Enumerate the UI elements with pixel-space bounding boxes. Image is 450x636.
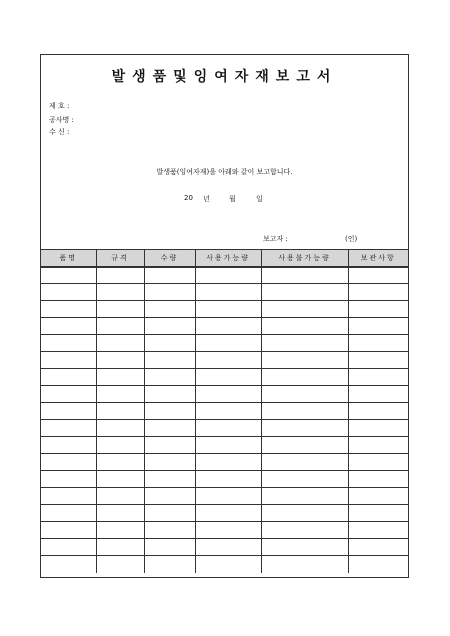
table-cell	[348, 318, 408, 335]
items-table	[41, 249, 408, 573]
table-cell	[96, 437, 144, 454]
table-cell	[261, 335, 348, 352]
table-cell	[261, 454, 348, 471]
table-cell	[96, 335, 144, 352]
table-cell	[96, 556, 144, 573]
table-cell	[41, 352, 96, 369]
table-cell	[195, 301, 261, 318]
table-cell	[348, 556, 408, 573]
table-cell	[41, 284, 96, 301]
table-cell	[144, 437, 195, 454]
table-row	[41, 454, 408, 471]
table-cell	[144, 318, 195, 335]
table-cell	[41, 539, 96, 556]
table-cell	[144, 267, 195, 284]
date-month-unit: 월	[229, 195, 236, 203]
table-cell	[144, 335, 195, 352]
table-cell	[195, 386, 261, 403]
table-cell	[261, 267, 348, 284]
table-cell	[348, 471, 408, 488]
table-cell	[96, 369, 144, 386]
table-cell	[348, 386, 408, 403]
table-cell	[96, 420, 144, 437]
table-cell	[348, 352, 408, 369]
table-cell	[348, 335, 408, 352]
table-cell	[144, 403, 195, 420]
table-cell	[41, 386, 96, 403]
table-row	[41, 556, 408, 573]
table-cell	[41, 471, 96, 488]
table-cell	[195, 505, 261, 522]
table-cell	[348, 403, 408, 420]
table-cell	[41, 318, 96, 335]
table-row	[41, 539, 408, 556]
table-cell	[144, 522, 195, 539]
table-cell	[261, 284, 348, 301]
table-cell	[96, 539, 144, 556]
table-row	[41, 403, 408, 420]
table-cell	[261, 437, 348, 454]
report-statement: 발생품(잉여자재)을 아래와 같이 보고합니다.	[156, 168, 293, 176]
column-header-storage-notes: 보관사항	[348, 250, 408, 267]
table-row	[41, 522, 408, 539]
table-row	[41, 318, 408, 335]
table-cell	[348, 301, 408, 318]
table-cell	[348, 284, 408, 301]
table-cell	[41, 335, 96, 352]
table-cell	[144, 301, 195, 318]
table-cell	[195, 403, 261, 420]
table-row	[41, 437, 408, 454]
doc-number-label: 제 호 :	[49, 102, 70, 110]
column-header-spec: 규격	[96, 250, 144, 267]
table-cell	[195, 488, 261, 505]
table-row	[41, 488, 408, 505]
table-row	[41, 267, 408, 284]
table-header-row	[41, 250, 408, 267]
table-row	[41, 369, 408, 386]
table-cell	[261, 318, 348, 335]
table-cell	[96, 505, 144, 522]
table-row	[41, 335, 408, 352]
table-cell	[96, 403, 144, 420]
table-cell	[96, 301, 144, 318]
table-cell	[96, 318, 144, 335]
table-cell	[41, 403, 96, 420]
table-cell	[195, 420, 261, 437]
table-cell	[41, 522, 96, 539]
table-cell	[261, 471, 348, 488]
table-cell	[261, 539, 348, 556]
project-name-label: 공사명 :	[49, 116, 74, 124]
table-cell	[41, 556, 96, 573]
table-cell	[261, 301, 348, 318]
date-year-prefix: 20	[184, 194, 193, 202]
table-cell	[261, 556, 348, 573]
table-cell	[96, 386, 144, 403]
table-cell	[348, 505, 408, 522]
table-cell	[195, 454, 261, 471]
table-cell	[144, 505, 195, 522]
table-row	[41, 505, 408, 522]
report-form	[40, 54, 409, 578]
table-cell	[261, 403, 348, 420]
table-cell	[348, 437, 408, 454]
table-cell	[41, 420, 96, 437]
table-cell	[261, 369, 348, 386]
table-cell	[348, 488, 408, 505]
table-cell	[261, 352, 348, 369]
table-cell	[261, 505, 348, 522]
table-cell	[144, 352, 195, 369]
table-cell	[144, 284, 195, 301]
table-cell	[96, 454, 144, 471]
table-cell	[261, 488, 348, 505]
table-cell	[144, 386, 195, 403]
column-header-item-name: 품명	[41, 250, 96, 267]
table-cell	[195, 522, 261, 539]
table-cell	[144, 471, 195, 488]
column-header-quantity: 수량	[144, 250, 195, 267]
table-cell	[41, 267, 96, 284]
table-cell	[195, 284, 261, 301]
table-cell	[195, 556, 261, 573]
table-row	[41, 386, 408, 403]
table-cell	[41, 301, 96, 318]
table-cell	[144, 454, 195, 471]
recipient-label: 수 신 :	[49, 128, 70, 136]
table-cell	[96, 471, 144, 488]
table-row	[41, 471, 408, 488]
table-cell	[144, 488, 195, 505]
table-cell	[348, 369, 408, 386]
table-cell	[96, 267, 144, 284]
table-row	[41, 352, 408, 369]
table-cell	[261, 386, 348, 403]
table-cell	[195, 335, 261, 352]
table-cell	[96, 522, 144, 539]
table-cell	[195, 267, 261, 284]
table-cell	[96, 488, 144, 505]
date-year-unit: 년	[203, 195, 210, 203]
table-cell	[96, 284, 144, 301]
table-cell	[261, 420, 348, 437]
table-cell	[348, 420, 408, 437]
table-cell	[41, 454, 96, 471]
table-cell	[195, 437, 261, 454]
table-cell	[96, 352, 144, 369]
table-cell	[348, 522, 408, 539]
table-row	[41, 301, 408, 318]
table-cell	[195, 539, 261, 556]
table-cell	[195, 471, 261, 488]
document-title: 발생품및잉여자재보고서	[111, 69, 338, 85]
table-cell	[41, 488, 96, 505]
column-header-usable-qty: 사용가능량	[195, 250, 261, 267]
table-cell	[41, 505, 96, 522]
table-cell	[144, 539, 195, 556]
table-cell	[195, 352, 261, 369]
table-cell	[195, 369, 261, 386]
table-cell	[348, 454, 408, 471]
column-header-unusable-qty: 사용불가능량	[261, 250, 348, 267]
reporter-label: 보고자 :	[263, 235, 288, 243]
seal-label: (인)	[345, 235, 358, 243]
date-day-unit: 일	[256, 195, 263, 203]
items-table-body	[41, 267, 408, 573]
table-cell	[41, 437, 96, 454]
table-cell	[144, 556, 195, 573]
table-row	[41, 420, 408, 437]
table-cell	[348, 267, 408, 284]
table-cell	[195, 318, 261, 335]
table-cell	[41, 369, 96, 386]
table-row	[41, 284, 408, 301]
table-cell	[144, 369, 195, 386]
table-cell	[348, 539, 408, 556]
table-cell	[144, 420, 195, 437]
table-cell	[261, 522, 348, 539]
